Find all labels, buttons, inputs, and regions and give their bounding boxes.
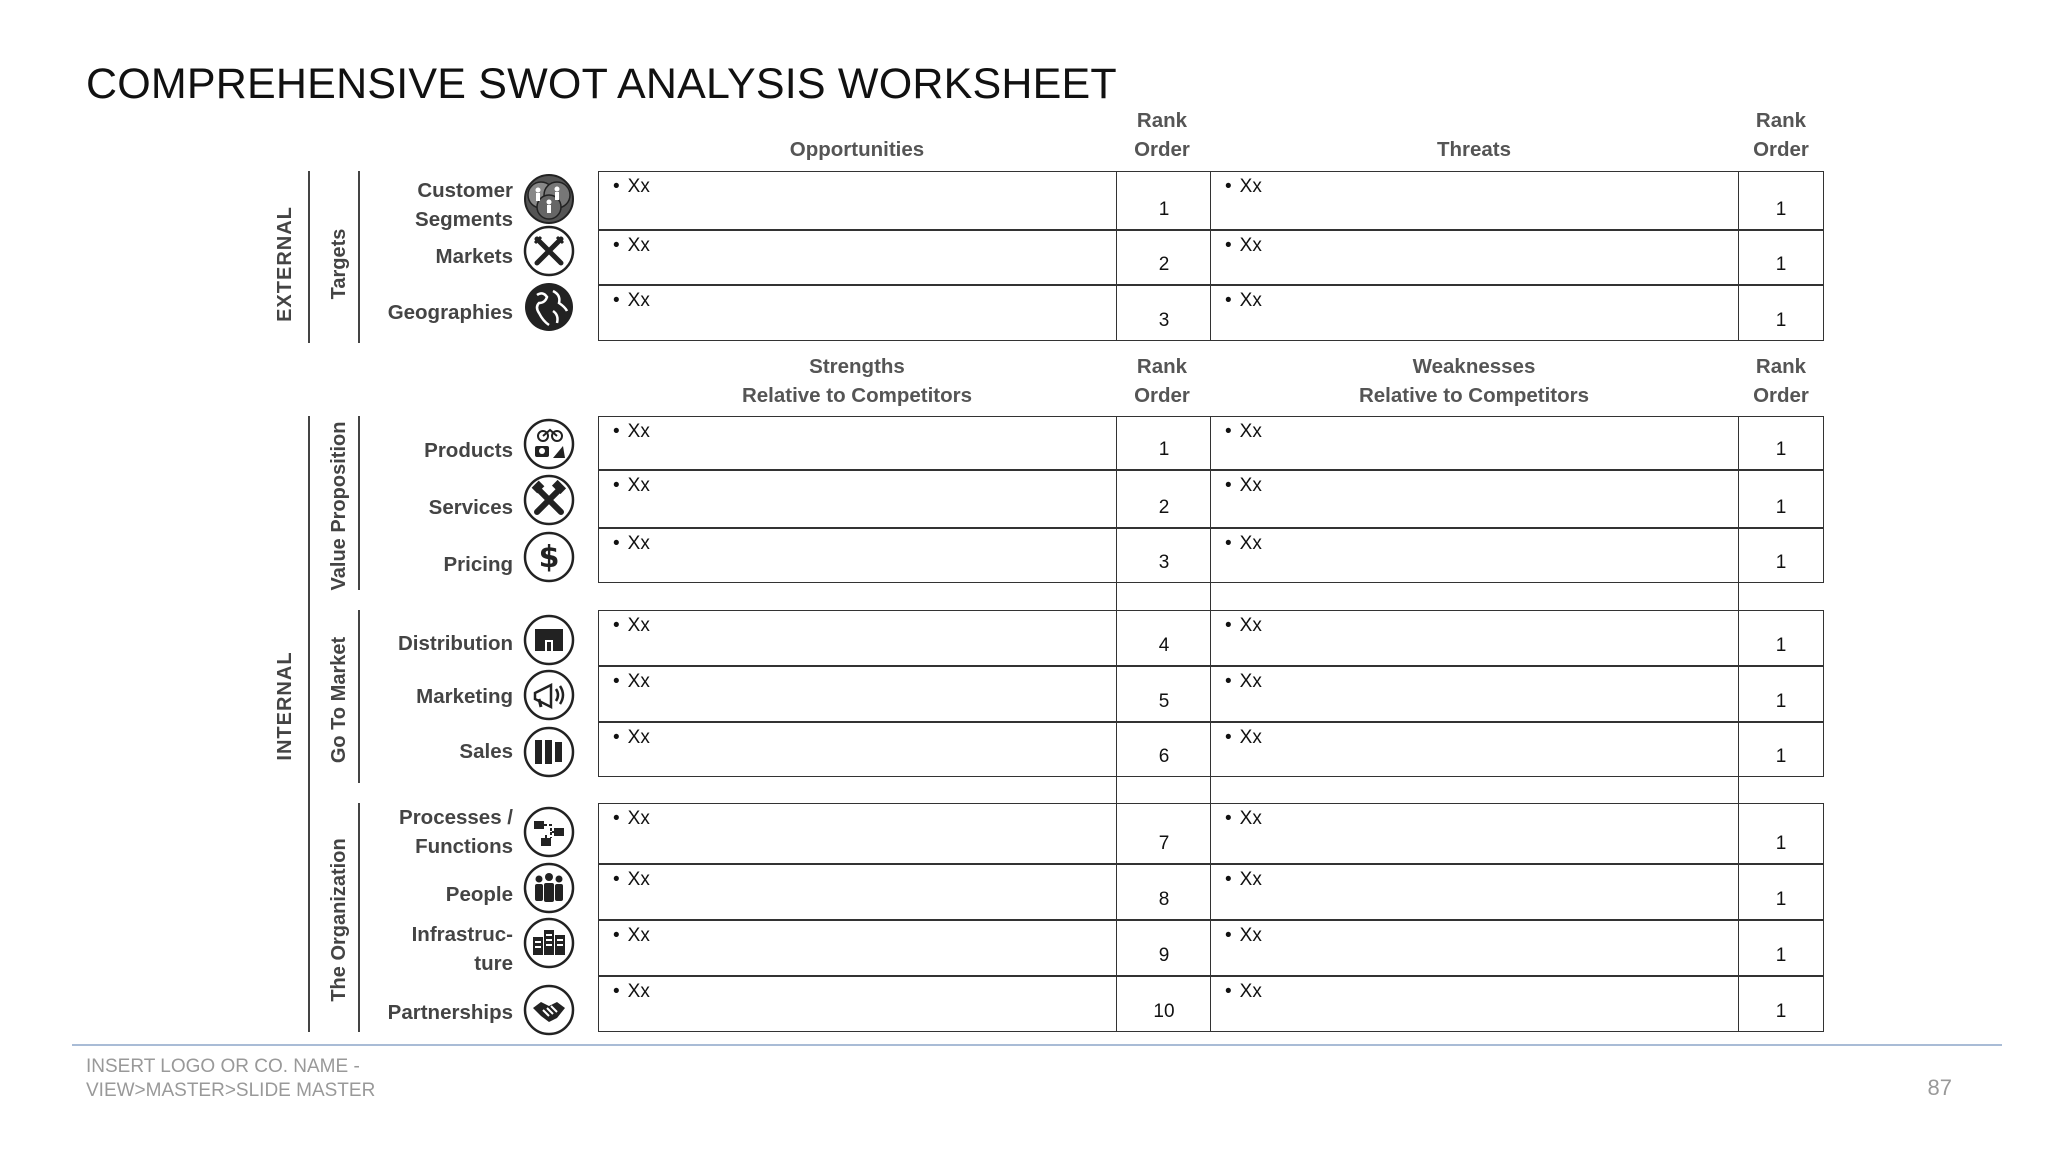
rank-order-header-1: Rank Order xyxy=(1134,109,1190,161)
left-rank-cell[interactable] xyxy=(1116,666,1212,722)
targets-label: Targets xyxy=(328,228,350,300)
bullet-glyph: • xyxy=(613,475,620,496)
left-entry-cell[interactable] xyxy=(598,722,1118,777)
right-entry-cell[interactable] xyxy=(1210,528,1740,583)
left-rank-cell[interactable] xyxy=(1116,722,1212,777)
dollar-icon xyxy=(523,531,575,583)
cell-text: Xx xyxy=(627,235,650,256)
left-entry-cell[interactable] xyxy=(598,528,1118,583)
rank-value: 2 xyxy=(1158,497,1170,518)
right-rank-cell[interactable] xyxy=(1738,722,1824,777)
rank-value: 2 xyxy=(1158,254,1170,275)
internal-label: INTERNAL xyxy=(274,651,296,761)
left-rank-cell[interactable] xyxy=(1116,803,1212,864)
rank-value: 1 xyxy=(1158,439,1170,460)
bullet-text xyxy=(613,421,650,443)
rank-value: 1 xyxy=(1775,1001,1787,1022)
bullet-text xyxy=(613,615,650,637)
organization-bracket xyxy=(358,803,360,1032)
targets-bracket xyxy=(358,171,360,343)
row-label: Products xyxy=(424,439,513,462)
bullet-text xyxy=(613,925,650,947)
right-entry-cell[interactable] xyxy=(1210,285,1740,341)
cell-text: Xx xyxy=(627,290,650,311)
rank-value: 6 xyxy=(1158,746,1170,767)
bullet-glyph: • xyxy=(1225,290,1232,311)
bullet-text xyxy=(1225,475,1262,497)
cell-text: Xx xyxy=(1239,727,1262,748)
sales-icon xyxy=(523,726,575,778)
bullet-text xyxy=(1225,808,1262,830)
cell-text: Xx xyxy=(627,981,650,1002)
handshake-icon xyxy=(523,984,575,1036)
left-entry-cell[interactable] xyxy=(598,976,1118,1032)
right-entry-cell[interactable] xyxy=(1210,416,1740,470)
store-icon xyxy=(523,614,575,666)
bullet-glyph: • xyxy=(613,615,620,636)
row-label: Infrastruc- ture xyxy=(411,923,513,975)
go-to-market-label: Go To Market xyxy=(328,636,350,764)
bullet-text xyxy=(613,727,650,749)
bullet-text xyxy=(1225,176,1262,198)
bullet-glyph: • xyxy=(613,925,620,946)
bullet-text xyxy=(1225,290,1262,312)
connector-line xyxy=(1210,583,1211,611)
bullet-glyph: • xyxy=(613,290,620,311)
weaknesses-header: Weaknesses Relative to Competitors xyxy=(1358,355,1590,407)
products-icon xyxy=(523,418,575,470)
bullet-glyph: • xyxy=(1225,808,1232,829)
infrastructure-icon xyxy=(523,917,575,969)
bullet-text xyxy=(613,671,650,693)
rank-value: 4 xyxy=(1158,635,1170,656)
connector-line xyxy=(1116,777,1117,803)
bullet-text xyxy=(1225,671,1262,693)
rank-value: 7 xyxy=(1158,833,1170,854)
bullet-glyph: • xyxy=(1225,176,1232,197)
bullet-text xyxy=(1225,235,1262,257)
customer-segments-icon xyxy=(523,173,575,225)
row-label: Pricing xyxy=(443,553,513,576)
row-label: Markets xyxy=(435,245,513,268)
page-title: COMPREHENSIVE SWOT ANALYSIS WORKSHEET xyxy=(86,60,1117,108)
bullet-text xyxy=(613,869,650,891)
bullet-glyph: • xyxy=(613,981,620,1002)
bullet-text xyxy=(613,808,650,830)
bullet-glyph: • xyxy=(1225,421,1232,442)
rank-value: 1 xyxy=(1775,497,1787,518)
rank-value: 1 xyxy=(1775,199,1787,220)
left-rank-cell[interactable] xyxy=(1116,920,1212,976)
bullet-text xyxy=(613,981,650,1003)
rank-value: 1 xyxy=(1775,552,1787,573)
rank-value: 1 xyxy=(1775,310,1787,331)
cell-text: Xx xyxy=(627,615,650,636)
cell-text: Xx xyxy=(1239,671,1262,692)
bullet-text xyxy=(613,176,650,198)
the-organization-label: The Organization xyxy=(328,838,350,1002)
rank-value: 1 xyxy=(1775,439,1787,460)
bullet-glyph: • xyxy=(1225,925,1232,946)
cell-text: Xx xyxy=(1239,925,1262,946)
rank-value: 1 xyxy=(1775,746,1787,767)
left-rank-cell[interactable] xyxy=(1116,976,1212,1032)
bullet-glyph: • xyxy=(613,176,620,197)
right-rank-cell[interactable] xyxy=(1738,920,1824,976)
bullet-glyph: • xyxy=(613,808,620,829)
rank-value: 5 xyxy=(1158,691,1170,712)
left-entry-cell[interactable] xyxy=(598,803,1118,864)
value-proposition-label: Value Proposition xyxy=(328,421,350,591)
cell-text: Xx xyxy=(1239,176,1262,197)
value-proposition-bracket xyxy=(358,416,360,590)
cell-text: Xx xyxy=(627,925,650,946)
page-number: 87 xyxy=(1927,1075,1952,1100)
bullet-text xyxy=(1225,533,1262,555)
row-label: People xyxy=(445,883,513,906)
right-entry-cell[interactable] xyxy=(1210,610,1740,666)
footer-company: INSERT LOGO OR CO. NAME - VIEW>MASTER>SLIDE MASTER xyxy=(86,1056,376,1101)
process-icon xyxy=(523,806,575,858)
left-entry-cell[interactable] xyxy=(598,416,1118,470)
row-label: Distribution xyxy=(397,632,513,655)
go-to-market-bracket xyxy=(358,610,360,783)
bullet-glyph: • xyxy=(1225,981,1232,1002)
people-icon xyxy=(523,862,575,914)
cell-text: Xx xyxy=(1239,290,1262,311)
external-label: EXTERNAL xyxy=(274,206,296,322)
cell-text: Xx xyxy=(627,533,650,554)
bullet-glyph: • xyxy=(1225,615,1232,636)
bullet-text xyxy=(613,290,650,312)
left-entry-cell[interactable] xyxy=(598,470,1118,528)
left-entry-cell[interactable] xyxy=(598,864,1118,920)
bullet-glyph: • xyxy=(613,727,620,748)
rank-order-header-3: Rank Order xyxy=(1134,355,1190,407)
bullet-text xyxy=(1225,421,1262,443)
row-label: Geographies xyxy=(387,301,513,324)
left-rank-cell[interactable] xyxy=(1116,470,1212,528)
cell-text: Xx xyxy=(627,671,650,692)
right-rank-cell[interactable] xyxy=(1738,666,1824,722)
bullet-glyph: • xyxy=(1225,869,1232,890)
right-rank-cell[interactable] xyxy=(1738,171,1824,230)
bullet-glyph: • xyxy=(1225,235,1232,256)
rank-value: 3 xyxy=(1158,310,1170,331)
globe-icon xyxy=(523,281,575,333)
opportunities-header: Opportunities xyxy=(789,138,925,161)
bullet-text xyxy=(613,235,650,257)
left-entry-cell[interactable] xyxy=(598,285,1118,341)
right-rank-cell[interactable] xyxy=(1738,528,1824,583)
rank-value: 3 xyxy=(1158,552,1170,573)
cell-text: Xx xyxy=(1239,981,1262,1002)
left-rank-cell[interactable] xyxy=(1116,864,1212,920)
row-label: Customer Segments xyxy=(415,179,513,231)
left-entry-cell[interactable] xyxy=(598,666,1118,722)
right-rank-cell[interactable] xyxy=(1738,976,1824,1032)
rank-value: 1 xyxy=(1775,635,1787,656)
cell-text: Xx xyxy=(1239,869,1262,890)
strengths-header: Strengths Relative to Competitors xyxy=(741,355,973,407)
rank-order-header-2: Rank Order xyxy=(1753,109,1809,161)
rank-value: 8 xyxy=(1158,889,1170,910)
right-entry-cell[interactable] xyxy=(1210,470,1740,528)
left-rank-cell[interactable] xyxy=(1116,285,1212,341)
bullet-glyph: • xyxy=(613,235,620,256)
bullet-glyph: • xyxy=(613,869,620,890)
left-entry-cell[interactable] xyxy=(598,230,1118,285)
rank-value: 1 xyxy=(1775,254,1787,275)
rank-value: 1 xyxy=(1775,945,1787,966)
cell-text: Xx xyxy=(627,869,650,890)
bullet-text xyxy=(1225,615,1262,637)
rank-value: 9 xyxy=(1158,945,1170,966)
rank-order-header-4: Rank Order xyxy=(1753,355,1809,407)
right-rank-cell[interactable] xyxy=(1738,470,1824,528)
bullet-glyph: • xyxy=(1225,727,1232,748)
left-rank-cell[interactable] xyxy=(1116,416,1212,470)
connector-line xyxy=(1738,583,1739,611)
markets-icon xyxy=(523,225,575,277)
bullet-text xyxy=(1225,727,1262,749)
cell-text: Xx xyxy=(1239,808,1262,829)
cell-text: Xx xyxy=(1239,235,1262,256)
right-entry-cell[interactable] xyxy=(1210,803,1740,864)
svg-text:$: $ xyxy=(538,540,560,575)
right-rank-cell[interactable] xyxy=(1738,230,1824,285)
bullet-text xyxy=(613,475,650,497)
row-label: Processes / Functions xyxy=(399,806,513,858)
right-entry-cell[interactable] xyxy=(1210,171,1740,230)
row-label: Partnerships xyxy=(387,1001,513,1024)
right-rank-cell[interactable] xyxy=(1738,610,1824,666)
external-bracket xyxy=(308,171,310,343)
right-entry-cell[interactable] xyxy=(1210,230,1740,285)
left-entry-cell[interactable] xyxy=(598,171,1118,230)
footer-divider xyxy=(72,1044,2002,1046)
rank-value: 1 xyxy=(1775,833,1787,854)
bullet-text xyxy=(613,533,650,555)
cell-text: Xx xyxy=(1239,533,1262,554)
cell-text: Xx xyxy=(627,808,650,829)
left-rank-cell[interactable] xyxy=(1116,171,1212,230)
right-rank-cell[interactable] xyxy=(1738,803,1824,864)
left-entry-cell[interactable] xyxy=(598,920,1118,976)
bullet-glyph: • xyxy=(613,421,620,442)
right-entry-cell[interactable] xyxy=(1210,722,1740,777)
connector-line xyxy=(1116,583,1117,611)
right-rank-cell[interactable] xyxy=(1738,864,1824,920)
row-label: Marketing xyxy=(416,685,513,708)
bullet-glyph: • xyxy=(613,671,620,692)
rank-value: 1 xyxy=(1158,199,1170,220)
left-rank-cell[interactable] xyxy=(1116,230,1212,285)
right-entry-cell[interactable] xyxy=(1210,976,1740,1032)
row-label: Services xyxy=(428,496,513,519)
bullet-glyph: • xyxy=(1225,533,1232,554)
rank-value: 1 xyxy=(1775,889,1787,910)
right-rank-cell[interactable] xyxy=(1738,416,1824,470)
bullet-glyph: • xyxy=(613,533,620,554)
bullet-text xyxy=(1225,925,1262,947)
threats-header: Threats xyxy=(1436,138,1512,161)
bullet-text xyxy=(1225,869,1262,891)
rank-value: 10 xyxy=(1153,1001,1175,1022)
left-rank-cell[interactable] xyxy=(1116,610,1212,666)
connector-line xyxy=(1738,777,1739,803)
rank-value: 1 xyxy=(1775,691,1787,712)
right-rank-cell[interactable] xyxy=(1738,285,1824,341)
bullet-glyph: • xyxy=(1225,475,1232,496)
bullet-glyph: • xyxy=(1225,671,1232,692)
cell-text: Xx xyxy=(627,176,650,197)
tools-icon xyxy=(523,474,575,526)
left-entry-cell[interactable] xyxy=(598,610,1118,666)
cell-text: Xx xyxy=(1239,421,1262,442)
cell-text: Xx xyxy=(627,421,650,442)
cell-text: Xx xyxy=(627,727,650,748)
right-entry-cell[interactable] xyxy=(1210,864,1740,920)
internal-bracket xyxy=(308,416,310,1032)
row-label: Sales xyxy=(459,740,513,763)
cell-text: Xx xyxy=(627,475,650,496)
cell-text: Xx xyxy=(1239,615,1262,636)
right-entry-cell[interactable] xyxy=(1210,920,1740,976)
megaphone-icon xyxy=(523,669,575,721)
left-rank-cell[interactable] xyxy=(1116,528,1212,583)
cell-text: Xx xyxy=(1239,475,1262,496)
right-entry-cell[interactable] xyxy=(1210,666,1740,722)
connector-line xyxy=(1210,777,1211,803)
bullet-text xyxy=(1225,981,1262,1003)
